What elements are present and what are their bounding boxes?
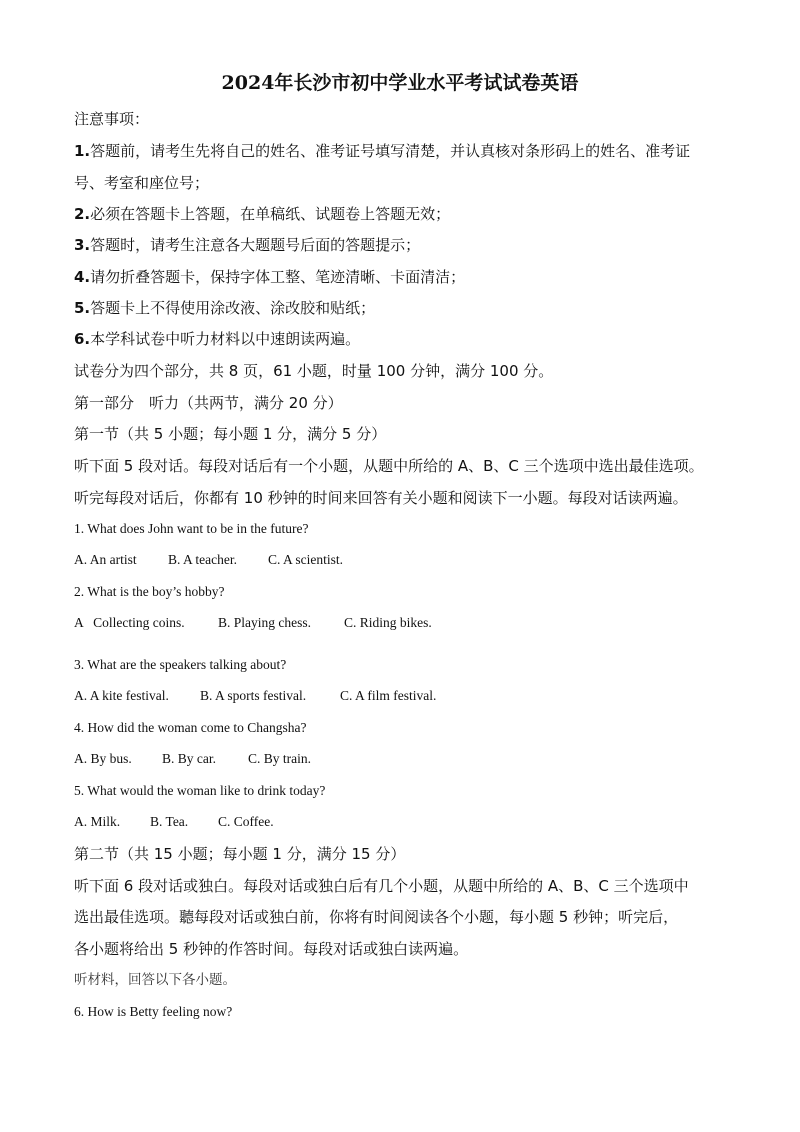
question-2: 2. What is the boy’s hobby? [74,584,225,599]
question-3-options [74,685,436,707]
section1-heading: 第一节（共 5 小题；每小题 1 分，满分 5 分） [74,425,387,443]
notice-item-1-continued: 号、考室和座位号； [74,174,210,192]
part1-heading: 第一部分 听力（共两节，满分 20 分） [74,394,343,412]
notice-item-text: 请勿折叠答题卡，保持字体工整、笔迹清晰、卡面清洁； [90,268,466,286]
notice-item-number: 6. [74,330,91,348]
section2-instruction-3: 各小题将给出 5 秒钟的作答时间。每段对话或独白读两遍。 [74,940,469,958]
question-3: 3. What are the speakers talking about? [74,657,287,672]
notice-item-text: 答题时，请考生注意各大题题号后面的答题提示； [90,236,421,254]
notice-item-1 [74,140,690,162]
notice-heading: 注意事项： [74,110,150,128]
option-a: A. An artist [74,552,137,567]
question-4: 4. How did the woman come to Changsha? [74,720,307,735]
option-c: C. By train. [248,751,311,766]
option-b: B. Tea. [150,814,189,829]
question-6: 6. How is Betty feeling now? [74,1004,233,1019]
section2-instruction-1: 听下面 6 段对话或独白。每段对话或独白后有几个小题，从题中所给的 A、B、C 三个选项中 [74,877,689,895]
option-a: A. By bus. [74,751,132,766]
notice-item-number: 5. [74,299,91,317]
notice-item-text: 答题前，请考生先将自己的姓名、准考证号填写清楚，并认真核对条形码上的姓名、准考证 [90,142,691,160]
section1-instruction-2: 听完每段对话后，你都有 10 秒钟的时间来回答有关小题和阅读下一小题。每段对话读两遍。 [74,489,688,507]
option-a: A. Milk. [74,814,121,829]
question-5: 5. What would the woman like to drink today? [74,783,326,798]
notice-item-number: 2. [74,205,91,223]
section2-heading: 第二节（共 15 小题；每小题 1 分，满分 15 分） [74,845,406,863]
notice-item-4 [74,266,465,288]
notice-item-number: 3. [74,236,91,254]
question-1: 1. What does John want to be in the future? [74,521,309,536]
exam-summary: 试卷分为四个部分，共 8 页，61 小题，时量 100 分钟，满分 100 分。 [74,362,554,380]
notice-item-number: 1. [74,142,91,160]
question-4-options [74,748,311,770]
notice-item-number: 4. [74,268,91,286]
question-2-options [74,612,432,634]
option-b: B. A sports festival. [200,688,307,703]
option-c: C. A film festival. [340,688,437,703]
option-a: A. A kite festival. [74,688,169,703]
notice-item-6 [74,328,360,350]
notice-item-3 [74,234,420,256]
listening-note: 听材料，回答以下各小题。 [74,972,236,988]
notice-item-text: 本学科试卷中听力材料以中速朗读两遍。 [90,330,361,348]
option-b: B. Playing chess. [218,615,311,630]
section2-instruction-2: 选出最佳选项。聽每段对话或独白前，你将有时间阅读各个小题，每小题 5 秒钟；听完后， [74,908,679,926]
question-5-options [74,811,274,833]
notice-item-text: 答题卡上不得使用涂改液、涂改胶和贴纸； [90,299,376,317]
exam-title: 2024年长沙市初中学业水平考试试卷英语 [221,72,579,94]
option-b: B. A teacher. [168,552,237,567]
question-1-options [74,549,343,571]
option-c: C. Riding bikes. [344,615,432,630]
option-a: A Collecting coins. [74,615,185,630]
notice-item-5 [74,297,375,319]
notice-item-text: 必须在答题卡上答题，在单稿纸、试题卷上答题无效； [90,205,451,223]
option-b: B. By car. [162,751,216,766]
notice-item-2 [74,203,450,225]
section1-instruction-1: 听下面 5 段对话。每段对话后有一个小题，从题中所给的 A、B、C 三个选项中选出最佳选项。 [74,457,704,475]
option-c: C. A scientist. [268,552,344,567]
option-c: C. Coffee. [218,814,274,829]
